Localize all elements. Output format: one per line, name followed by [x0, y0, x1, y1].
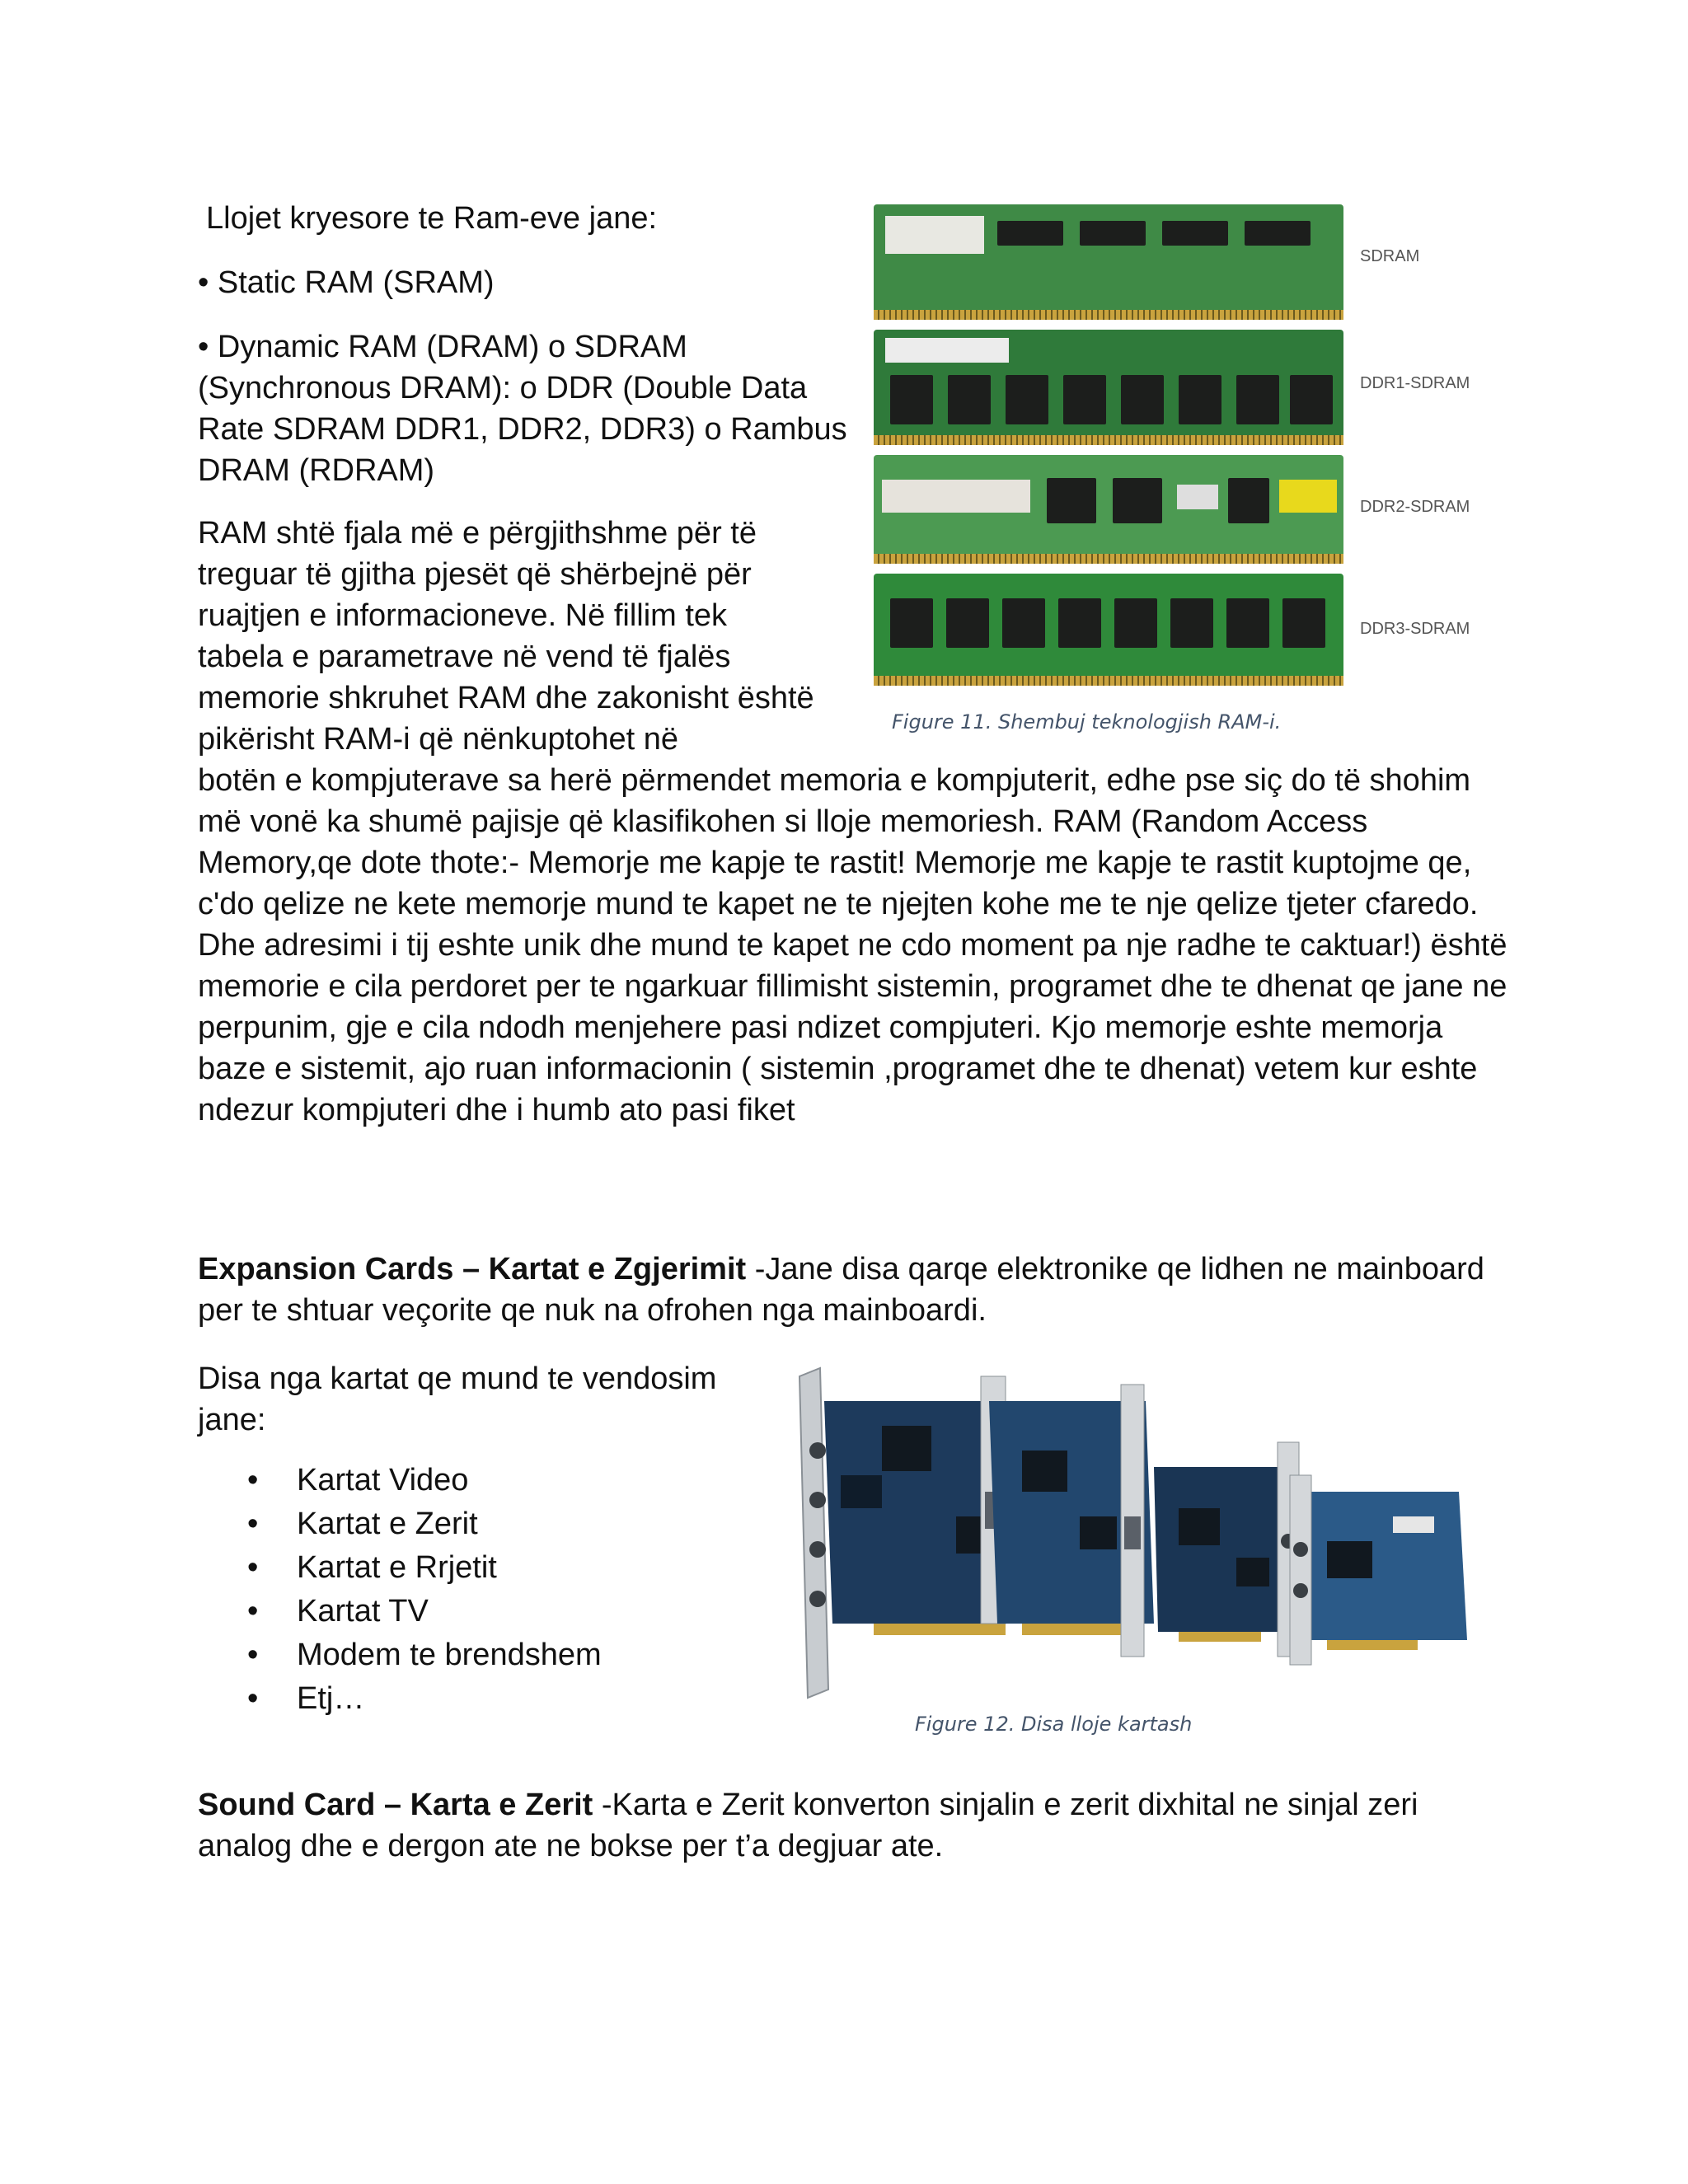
ram-type-text: Dynamic RAM (DRAM) o SDRAM (Synchronous DRAM): o DDR (Double Data Rate SDRAM DDR1, DDR2, DDR3) o Rambus DRAM (RDRAM): [198, 330, 847, 488]
figure-12-caption: Figure 12. Disa lloje kartash: [915, 1713, 1193, 1736]
bullet-symbol: •: [247, 1594, 259, 1629]
sdram-label: SDRAM: [1360, 247, 1420, 265]
ddr2-module-image: [874, 455, 1343, 564]
ddr1-module-image: [874, 330, 1343, 445]
ram-paragraph-part1: RAM shtë fjala më e përgjithshme për të treguar të gjitha pjesët që shërbejnë për ruajtjen e informacioneve. Në fillim tek tabela e parametrave në vend të fjalës memorie shkruhet RAM dhe zakonisht është pikërisht RAM-i që nënkuptohet në: [198, 516, 814, 757]
ram-paragraph-part2: botën e kompjuterave sa herë përmendet memoria e kompjuterit, edhe pse siç do të shohim më vonë ka shumë pajisje që klasifikohen si lloje memoriesh. RAM (Random Access Memory,qe dote thote:- Memorje me kapje te rastit! Memorje me kapje te rastit kuptojme qe, c'do qelize ne kete memorje mund te kapet ne te njejten kohe me te nje qelize tjeter cfaredo. Dhe adresimi i tij eshte unik dhe mund te kapet ne cdo moment pa nje radhe te caktuar!) është memorie e cila perdoret per te ngarkuar fillimisht sistemin, programet dhe te dhenat qe jane ne perpunim, gje e cila ndodh menjehere pasi ndizet compjuteri. Kjo memorje eshte memorja baze e sistemit, ajo ruan informacionin ( sistemin ,programet dhe te dhenat) vetem kur eshte ndezur kompjuteri dhe i humb ato pasi fiket: [198, 763, 1507, 1127]
sdram-module-image: [874, 204, 1343, 320]
sound-card-heading: Sound Card – Karta e Zerit: [198, 1788, 593, 1822]
list-item-text: Kartat TV: [297, 1594, 429, 1629]
ram-type-bullet-sram: [198, 262, 495, 303]
list-item-text: Modem te brendshem: [297, 1638, 602, 1672]
figure-11-caption: Figure 11. Shembuj teknologjish RAM-i.: [892, 710, 1282, 733]
bullet-symbol: •: [247, 1550, 259, 1585]
ram-type-text: Static RAM (SRAM): [217, 265, 495, 300]
bullet-symbol: •: [247, 1638, 259, 1672]
tv-card-image: [1290, 1475, 1467, 1665]
list-item-text: Kartat e Zerit: [297, 1507, 478, 1541]
bullet-symbol: •: [247, 1507, 259, 1541]
expansion-cards-heading: Expansion Cards – Kartat e Zgjerimit: [198, 1252, 747, 1286]
list-item: [247, 1677, 602, 1721]
sound-card-paragraph: [198, 1784, 1508, 1867]
ram-types-intro: Llojet kryesore te Ram-eve jane:: [206, 201, 658, 236]
bullet-symbol: •: [247, 1681, 259, 1716]
bullet-symbol: •: [198, 330, 209, 364]
ram-type-bullet-dram: [198, 326, 857, 491]
ddr2-sdram-label: DDR2-SDRAM: [1360, 498, 1470, 516]
sound-card-text: -Karta e Zerit konverton sinjalin e zerit dixhital ne sinjal zeri analog dhe e dergon ate ne bokse per t’a degjuar ate.: [198, 1788, 1418, 1863]
list-item: [247, 1590, 602, 1633]
sound-card-image: [989, 1385, 1154, 1657]
ddr3-sdram-label: DDR3-SDRAM: [1360, 620, 1470, 638]
ddr1-sdram-label: DDR1-SDRAM: [1360, 374, 1470, 392]
expansion-cards-text: -Jane disa qarqe elektronike qe lidhen ne mainboard per te shtuar veçorite qe nuk na ofrohen nga mainboardi.: [198, 1252, 1484, 1328]
card-types-list: [247, 1459, 602, 1721]
ddr3-module-image: [874, 574, 1343, 686]
bullet-symbol: •: [198, 265, 209, 300]
list-item: [247, 1633, 602, 1677]
network-card-image: [1154, 1442, 1299, 1657]
list-item: [247, 1502, 602, 1546]
list-item-text: Kartat Video: [297, 1463, 469, 1497]
expansion-cards-figure: [783, 1352, 1484, 1714]
list-item: [247, 1459, 602, 1502]
list-item-text: Etj…: [297, 1681, 365, 1716]
bullet-symbol: •: [247, 1463, 259, 1497]
list-item: [247, 1546, 602, 1590]
list-item-text: Kartat e Rrjetit: [297, 1550, 497, 1585]
card-list-intro: Disa nga kartat qe mund te vendosim jane:: [198, 1361, 717, 1437]
expansion-cards-paragraph: [198, 1249, 1508, 1331]
ram-modules-figure: [865, 198, 1492, 692]
